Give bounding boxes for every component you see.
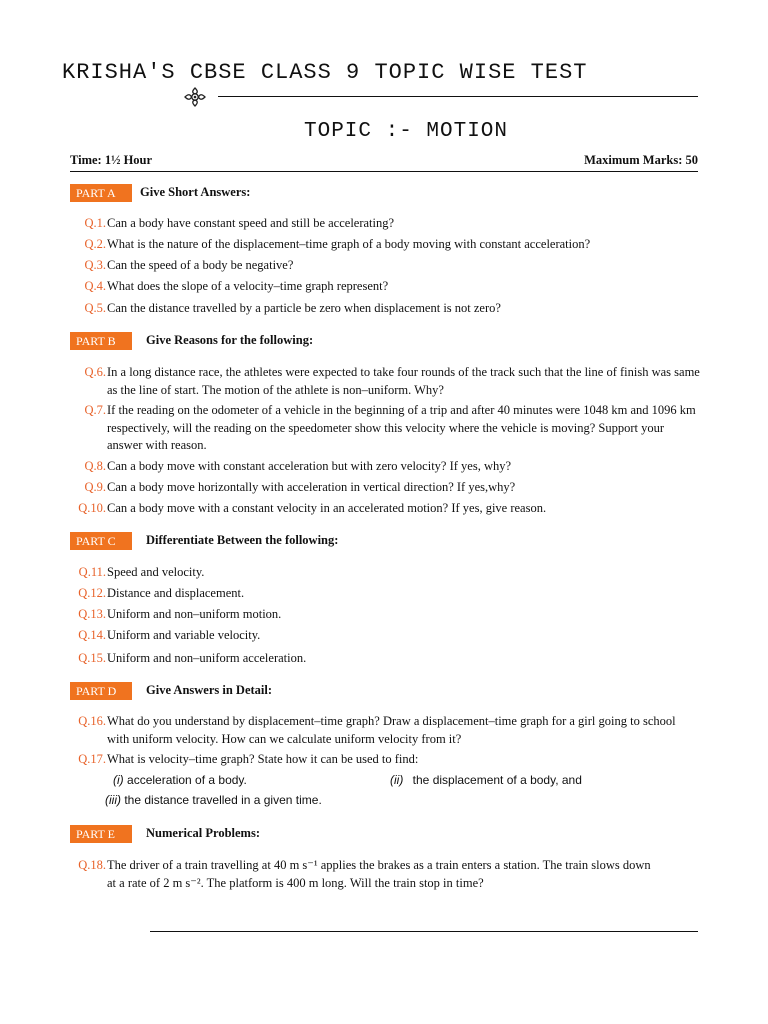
meta-rule (70, 171, 698, 172)
question-number: Q.11. (78, 565, 106, 579)
question-number: Q.9. (84, 480, 106, 494)
part-badge: PART B (70, 332, 132, 350)
part-badge: PART E (70, 825, 132, 843)
question-text: Distance and displacement. (107, 586, 245, 600)
question-text: What is velocity–time graph? State how it can be used to find: (107, 752, 419, 766)
part-title: Differentiate Between the following: (146, 533, 339, 547)
question-text: Can a body move with a constant velocity in an accelerated motion? If yes, give reason. (107, 501, 547, 515)
question-number: Q.14. (78, 628, 106, 642)
question-text: Uniform and non–uniform motion. (107, 607, 282, 621)
ornament-icon (183, 86, 207, 108)
sub-item (105, 793, 322, 807)
sub-item-label: (iii) (105, 793, 121, 807)
question-number: Q.13. (78, 607, 106, 621)
topic-heading: TOPIC :- MOTION (303, 120, 509, 143)
sub-item-text: acceleration of a body. (127, 773, 247, 787)
part-badge: PART A (70, 184, 132, 202)
sub-item (390, 773, 582, 787)
question-number: Q.5. (84, 301, 106, 315)
sub-item-text: the distance travelled in a given time. (124, 793, 322, 807)
sub-item-text: the displacement of a body, and (412, 773, 582, 787)
question-text: Can a body have constant speed and still be accelerating? (107, 216, 395, 230)
question-text: In a long distance race, the athletes were expected to take four rounds of the track such that the line of finish was same as the line of start. The motion of the athlete is non–uniform. Why? (107, 365, 700, 397)
max-marks-label: Maximum Marks: 50 (584, 153, 698, 167)
part-title: Give Answers in Detail: (146, 683, 273, 697)
part-badge: PART D (70, 682, 132, 700)
question-text: If the reading on the odometer of a vehicle in the beginning of a trip and after 40 minutes were 1048 km and 1096 km respectively, will the reading on the speedometer show this velocity where the vehicle is moving? Support your answer with reason. (107, 403, 696, 452)
question-text: Speed and velocity. (107, 565, 205, 579)
question-number: Q.17. (78, 752, 106, 766)
sub-item-label: (ii) (390, 773, 404, 787)
question-number: Q.7. (84, 403, 106, 417)
question-text: Uniform and non–uniform acceleration. (107, 651, 307, 665)
question-number: Q.4. (84, 279, 106, 293)
question-number: Q.1. (84, 216, 106, 230)
question-text: What is the nature of the displacement–time graph of a body moving with constant acceleration? (107, 237, 591, 251)
question-line: at a rate of 2 m s⁻². The platform is 400 m long. Will the train stop in time? (107, 875, 484, 890)
question-number: Q.15. (78, 651, 106, 665)
question-text: Can the speed of a body be negative? (107, 258, 294, 272)
part-badge: PART C (70, 532, 132, 550)
question-number: Q.10. (78, 501, 106, 515)
question-number: Q.2. (84, 237, 106, 251)
sub-item (113, 773, 247, 787)
part-title: Numerical Problems: (146, 826, 260, 840)
part-title: Give Reasons for the following: (146, 333, 314, 347)
paper-title: KRISHA'S CBSE CLASS 9 TOPIC WISE TEST (62, 60, 588, 85)
question-text: What does the slope of a velocity–time graph represent? (107, 279, 389, 293)
part-title: Give Short Answers: (140, 185, 251, 199)
question-number: Q.8. (84, 459, 106, 473)
title-rule (218, 96, 698, 97)
question-number: Q.18. (78, 858, 106, 872)
question-number: Q.6. (84, 365, 106, 379)
question-number: Q.3. (84, 258, 106, 272)
question-text: Uniform and variable velocity. (107, 628, 261, 642)
question-text: Can the distance travelled by a particle be zero when displacement is not zero? (107, 301, 501, 315)
question-text: What do you understand by displacement–time graph? Draw a displacement–time graph for a girl going to school with uniform velocity. How can we calculate uniform velocity from it? (107, 714, 676, 746)
question-number: Q.12. (78, 586, 106, 600)
question-number: Q.16. (78, 714, 106, 728)
footer-rule (150, 931, 698, 932)
question-text (107, 857, 700, 892)
question-text: Can a body move horizontally with acceleration in vertical direction? If yes,why? (107, 480, 516, 494)
question-text: Can a body move with constant acceleration but with zero velocity? If yes, why? (107, 459, 512, 473)
sub-item-label: (i) (113, 773, 124, 787)
question-line: The driver of a train travelling at 40 m s⁻¹ applies the brakes as a train enters a station. The train slows down (107, 858, 651, 872)
time-label: Time: 1½ Hour (70, 153, 153, 167)
